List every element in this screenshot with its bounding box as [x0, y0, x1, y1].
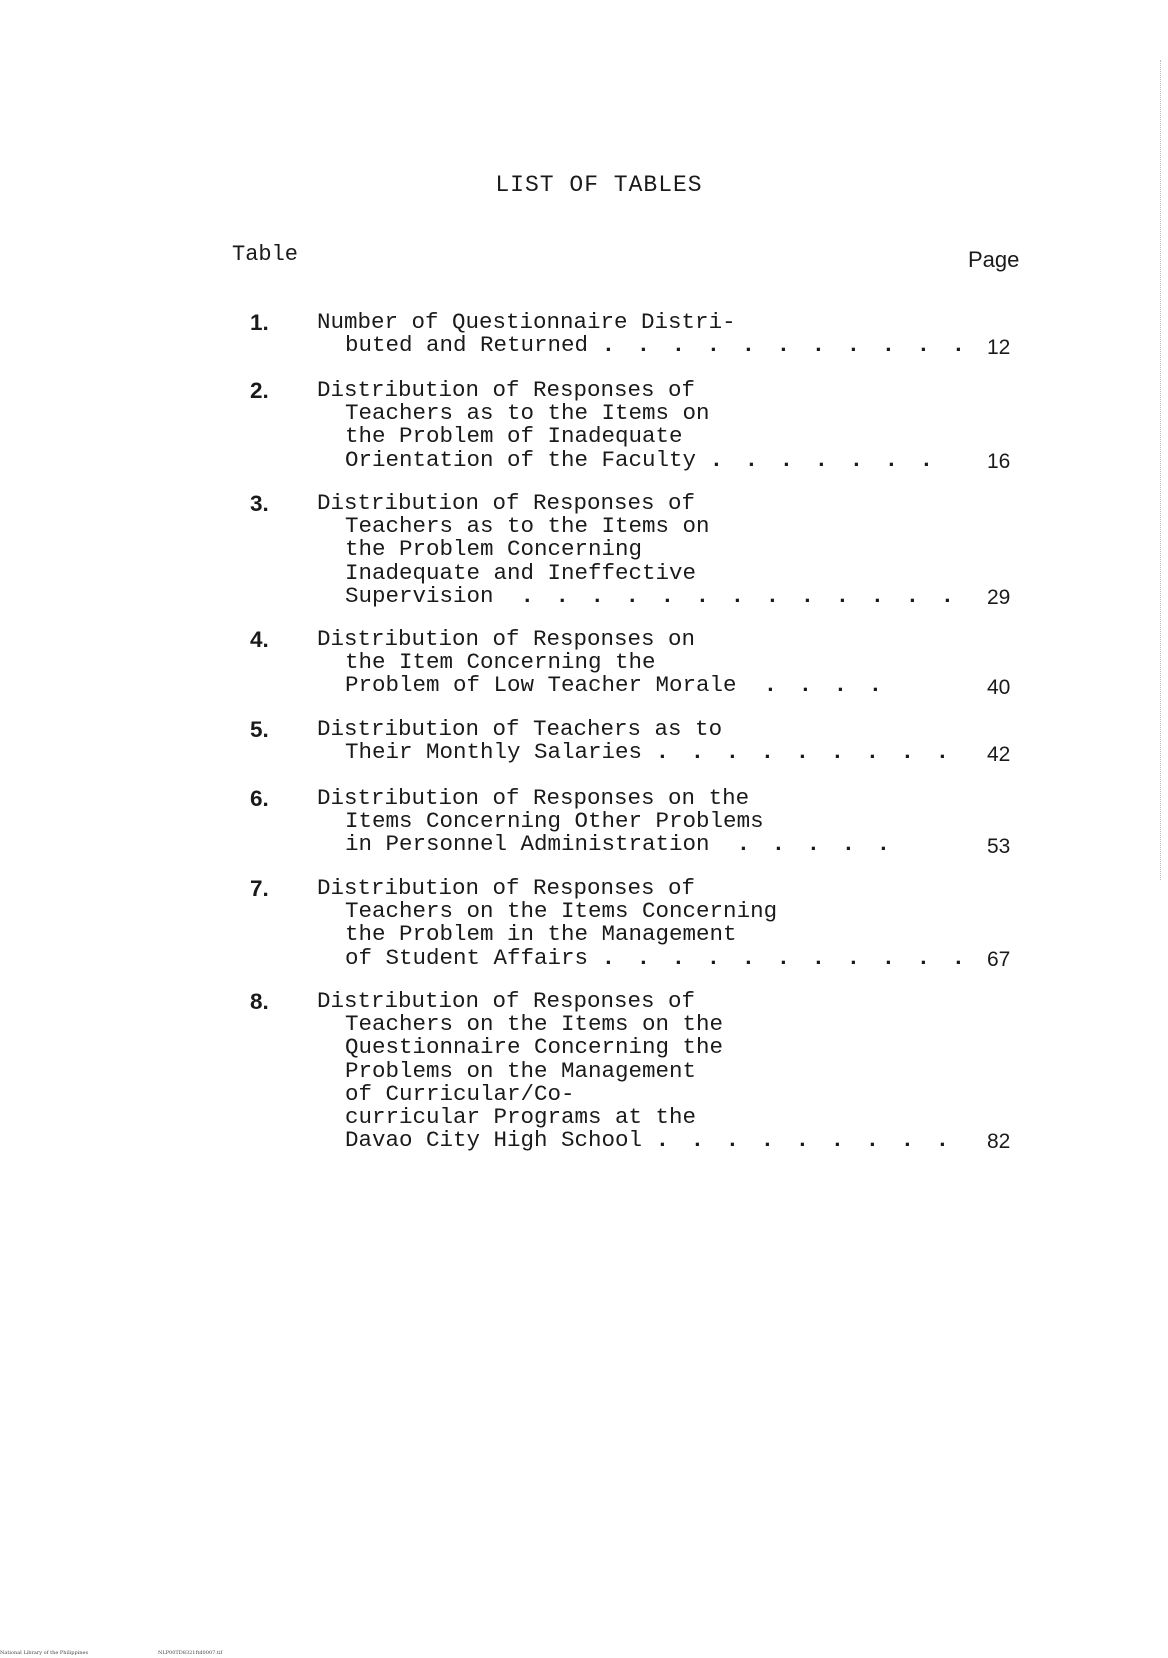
- entry-page-number: 12: [987, 336, 1011, 359]
- entry-page-number: 29: [987, 586, 1011, 609]
- entry-number: 8.: [250, 989, 269, 1014]
- entry-title: [317, 309, 970, 359]
- entry-title-line: the Item Concerning the: [345, 649, 656, 676]
- entry-title-line: Items Concerning Other Problems: [345, 808, 764, 835]
- entry-title: [317, 490, 959, 609]
- entry-title-line: of Student Affairs . . . . . . . . . . .: [345, 944, 970, 971]
- entry-page-number: 16: [987, 450, 1011, 473]
- entry-page-number: 40: [987, 676, 1011, 699]
- entry-title-line: Davao City High School . . . . . . . . .: [345, 1127, 954, 1154]
- entry-title-line: Distribution of Teachers as to: [317, 716, 723, 742]
- entry-title-line: the Problem of Inadequate: [345, 423, 683, 450]
- entry-title: [317, 988, 954, 1154]
- dot-leader: . . . .: [763, 672, 887, 699]
- entry-title-line: of Curricular/Co-: [345, 1080, 575, 1107]
- entry-title-line: Distribution of Responses on the: [317, 785, 750, 811]
- entry-title-line: Distribution of Responses of: [317, 490, 696, 516]
- dot-leader: . . . . . . .: [709, 446, 938, 473]
- entry-title: [317, 628, 927, 698]
- dot-leader: . . . . . . . . . . . . .: [520, 582, 959, 609]
- entry-title-line: Supervision . . . . . . . . . . . . .: [345, 582, 959, 609]
- entry-title-line: Teachers on the Items on the: [345, 1011, 724, 1038]
- page-column-header: Page: [968, 247, 1020, 272]
- entry-title-line: Problem of Low Teacher Morale . . . .: [345, 672, 887, 699]
- entry-title-line: buted and Returned . . . . . . . . . . .: [345, 332, 970, 359]
- entry-number: 5.: [250, 717, 269, 742]
- footer-source: National Library of the Philippines: [0, 1650, 89, 1656]
- entry-page-number: 53: [987, 835, 1011, 858]
- entry-number: 7.: [250, 876, 269, 901]
- entry-title: [317, 377, 938, 473]
- scan-margin-line: [1160, 60, 1162, 880]
- entry-title-line: Problems on the Management: [345, 1057, 697, 1084]
- entry-number: 4.: [250, 627, 269, 652]
- entry-title-line: Orientation of the Faculty . . . . . . .: [345, 446, 938, 473]
- entry-title-line: the Problem in the Management: [345, 921, 737, 948]
- entry-title-line: the Problem Concerning: [345, 536, 643, 563]
- entry-page-number: 82: [987, 1130, 1011, 1153]
- entry-number: 1.: [250, 310, 269, 335]
- dot-leader: . . . . . . . . .: [655, 739, 954, 766]
- entry-title-line: Inadequate and Ineffective: [345, 559, 697, 586]
- entry-title-line: Distribution of Responses of: [317, 875, 696, 901]
- entry-page-number: 67: [987, 948, 1011, 971]
- entry-page-number: 42: [987, 743, 1011, 766]
- page-title: LIST OF TABLES: [495, 172, 703, 198]
- footer-filename: NLP00TD8321ftd0007.tif: [158, 1650, 223, 1656]
- entry-title-line: in Personnel Administration . . . . .: [345, 831, 895, 858]
- entry-number: 6.: [250, 786, 269, 811]
- entry-title-line: Questionnaire Concerning the: [345, 1034, 724, 1061]
- entry-title-line: Teachers as to the Items on: [345, 400, 710, 427]
- entry-title: [317, 875, 970, 971]
- dot-leader: . . . . . . . . . . .: [601, 944, 970, 971]
- entry-title-line: Distribution of Responses of: [317, 377, 696, 403]
- entry-title-line: Their Monthly Salaries . . . . . . . . .: [345, 739, 954, 766]
- table-column-header: Table: [232, 242, 299, 267]
- entry-title-line: Distribution of Responses of: [317, 988, 696, 1014]
- entry-title-line: Teachers as to the Items on: [345, 513, 710, 540]
- entry-title: [317, 716, 954, 766]
- dot-leader: . . . . .: [736, 831, 895, 858]
- entry-number: 3.: [250, 491, 269, 516]
- entry-title-line: Distribution of Responses on: [317, 626, 696, 652]
- dot-leader: . . . . . . . . . . .: [601, 332, 970, 359]
- entry-title: [317, 787, 927, 857]
- entry-title-line: Number of Questionnaire Distri-: [317, 309, 736, 335]
- entry-number: 2.: [250, 378, 269, 403]
- dot-leader: . . . . . . . . .: [655, 1127, 954, 1154]
- entry-title-line: Teachers on the Items Concerning: [345, 898, 778, 925]
- entry-title-line: curricular Programs at the: [345, 1104, 697, 1131]
